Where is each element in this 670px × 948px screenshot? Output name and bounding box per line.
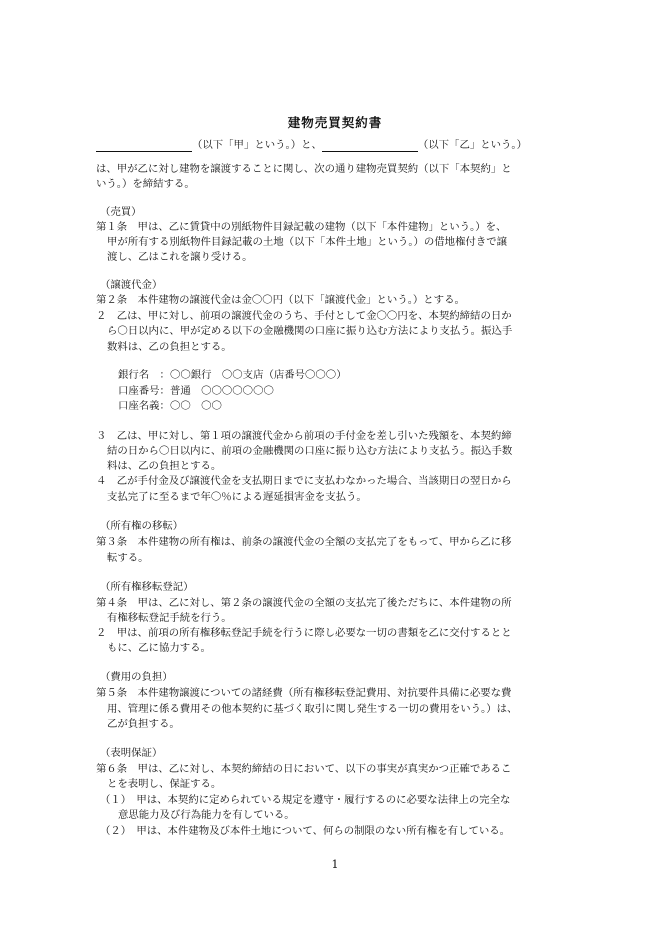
clause-line: もに、乙に協力する。 (107, 642, 211, 654)
intro-party-a-text: （以下「甲」という。）と、 (192, 139, 322, 151)
clause-line: 支払完了に至るまで年〇％による遅延損害金を支払う。 (107, 491, 367, 503)
clause-line: 第６条 甲は、乙に対し、本契約締結の日において、以下の事実が真実かつ正確であるこ (96, 763, 512, 775)
clause-line: 有権移転登記手続を行う。 (107, 612, 232, 624)
bank-name: 銀行名 ：〇〇銀行 〇〇支店（店番号〇〇〇） (118, 369, 347, 381)
section-heading: （所有権移転登記） (100, 581, 194, 593)
clause-line: ３ 乙は、甲に対し、第１項の譲渡代金から前項の手付金を差し引いた残額を、本契約締 (96, 430, 512, 442)
intro-party-b-text: （以下「乙」という。） (417, 139, 527, 151)
section-heading: （売買） (100, 206, 142, 218)
clause-line: ２ 甲は、前項の所有権移転登記手続を行うに際し必要な一切の書類を乙に交付するとと (96, 627, 512, 639)
clause-line: 料は、乙の負担とする。 (107, 460, 222, 472)
clause-line: 数料は、乙の負担とする。 (107, 341, 232, 353)
clause-line: 転する。 (107, 552, 149, 564)
clause-line: 結の日から〇日以内に、前項の金融機関の口座に振り込む方法により支払う。振込手数 (107, 445, 513, 457)
clause-line: 乙が負担する。 (107, 718, 180, 730)
clause-line: とを表明し、保証する。 (107, 778, 222, 790)
intro-line-1 (96, 138, 527, 152)
clause-line: （２） 甲は、本件建物及び本件土地について、何らの制限のない所有権を有している。 (100, 825, 511, 837)
page-number: 1 (331, 858, 339, 871)
clause-line: ２ 乙は、甲に対し、前項の譲渡代金のうち、手付として金〇〇円を、本契約締結の日か (96, 310, 512, 322)
clause-line: （１） 甲は、本契約に定められている規定を遵守・履行するのに必要な法律上の完全な (100, 794, 511, 806)
party-b-blank (322, 139, 418, 152)
section-heading: （所有権の移転） (100, 520, 184, 532)
clause-line: 第４条 甲は、乙に対し、第２条の譲渡代金の全額の支払完了後ただちに、本件建物の所 (96, 597, 512, 609)
section-heading: （譲渡代金） (100, 279, 163, 291)
clause-line: 第２条 本件建物の譲渡代金は金〇〇円（以下「譲渡代金」という。）とする。 (96, 294, 465, 306)
section-heading: （表明保証） (100, 747, 163, 759)
intro-line-2: は、甲が乙に対し建物を譲渡することに関し、次の通り建物売買契約（以下「本契約」と (96, 163, 512, 175)
clause-line: 第５条 本件建物譲渡についての諸経費（所有権移転登記費用、対抗要件具備に必要な費 (96, 687, 512, 699)
intro-line-3: いう。）を締結する。 (96, 178, 195, 190)
clause-line: 用、管理に係る費用その他本契約に基づく取引に関し発生する一切の費用をいう。）は、 (107, 703, 518, 715)
clause-line: 第３条 本件建物の所有権は、前条の譲渡代金の全額の支払完了をもって、甲から乙に移 (96, 536, 512, 548)
section-heading: （費用の負担） (100, 671, 173, 683)
clause-line: 渡し、乙はこれを譲り受ける。 (107, 251, 253, 263)
clause-line: 第１条 甲は、乙に賃貸中の別紙物件目録記載の建物（以下「本件建物」という。）を、 (96, 221, 507, 233)
clause-line: 意思能力及び行為能力を有している。 (118, 809, 295, 821)
clause-line: 甲が所有する別紙物件目録記載の土地（以下「本件土地」という。）の借地権付きで譲 (107, 236, 508, 248)
clause-line: ら〇日以内に、甲が定める以下の金融機関の口座に振り込む方法により支払う。振込手 (107, 325, 513, 337)
clause-line: ４ 乙が手付金及び譲渡代金を支払期日までに支払わなかった場合、当該期日の翌日から (96, 475, 512, 487)
document-title: 建物売買契約書 (287, 115, 383, 130)
bank-account-holder: 口座名義：〇〇 〇〇 (118, 400, 222, 412)
bank-account-number: 口座番号：普通 〇〇〇〇〇〇〇 (118, 385, 274, 397)
party-a-blank (96, 139, 192, 152)
